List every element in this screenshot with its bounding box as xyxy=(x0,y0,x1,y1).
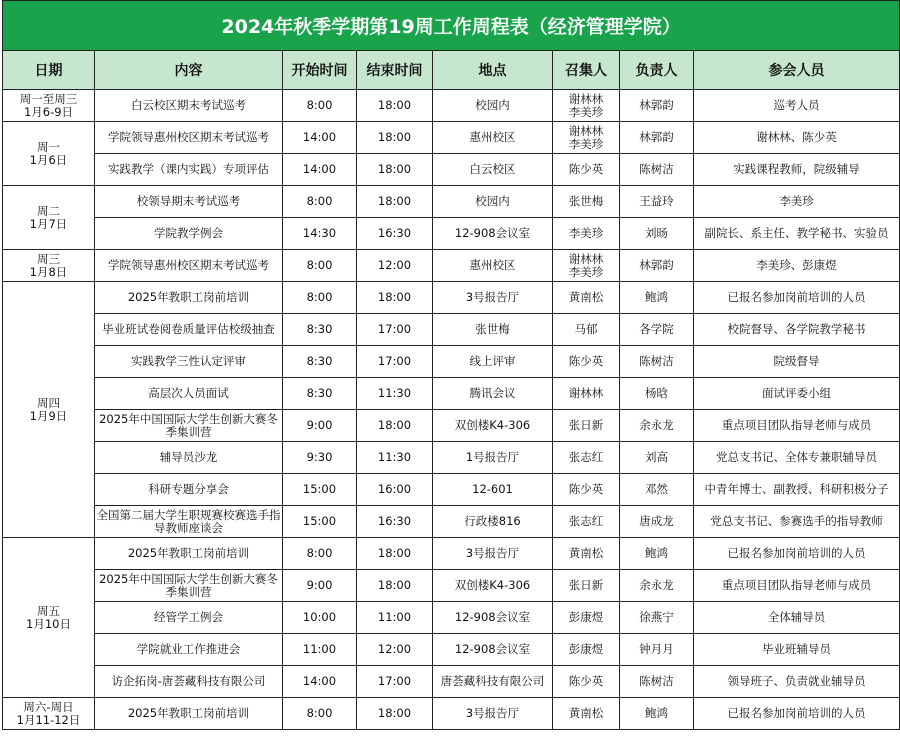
convener-cell xyxy=(553,570,620,602)
table-row xyxy=(3,506,900,538)
convener-name: 彭康煜 xyxy=(568,642,604,656)
leader-cell: 唐成龙 xyxy=(620,506,694,538)
convener-name: 谢林林 xyxy=(568,386,604,400)
table-row xyxy=(3,410,900,442)
table-row xyxy=(3,378,900,410)
place-cell: 3号报告厅 xyxy=(433,282,553,314)
date-cell xyxy=(3,186,95,250)
date-label: 1月11-12日 xyxy=(16,712,81,727)
start-time-cell: 8:00 xyxy=(283,282,357,314)
convener-cell xyxy=(553,346,620,378)
content-cell: 全国第二届大学生职规赛校赛选手指导教师座谈会 xyxy=(95,506,283,538)
convener-name: 张世梅 xyxy=(568,194,604,208)
leader-cell: 余永龙 xyxy=(620,410,694,442)
table-row xyxy=(3,250,900,282)
place-cell: 校园内 xyxy=(433,90,553,122)
day-label: 周二 xyxy=(37,203,60,218)
content-cell: 访企拓岗-唐荟藏科技有限公司 xyxy=(95,666,283,698)
place-cell: 3号报告厅 xyxy=(433,698,553,730)
content-cell: 学院就业工作推进会 xyxy=(95,634,283,666)
date-cell xyxy=(3,282,95,538)
convener-cell xyxy=(553,122,620,154)
end-time-cell: 17:00 xyxy=(357,346,433,378)
leader-cell: 鲍鸿 xyxy=(620,538,694,570)
convener-cell xyxy=(553,442,620,474)
convener-name: 谢林林 xyxy=(568,123,604,138)
table-row xyxy=(3,698,900,730)
leader-cell: 鲍鸿 xyxy=(620,698,694,730)
end-time-cell: 16:30 xyxy=(357,506,433,538)
date-cell xyxy=(3,122,95,186)
table-row xyxy=(3,314,900,346)
day-label: 周五 xyxy=(37,603,60,618)
column-header-attendees: 参会人员 xyxy=(694,51,900,90)
day-label: 周四 xyxy=(37,395,60,410)
table-row xyxy=(3,218,900,250)
attendees-cell: 面试评委小组 xyxy=(694,378,900,410)
convener-cell xyxy=(553,250,620,282)
place-cell: 12-601 xyxy=(433,474,553,506)
leader-cell: 徐燕宁 xyxy=(620,602,694,634)
end-time-cell: 12:00 xyxy=(357,250,433,282)
convener-cell xyxy=(553,186,620,218)
date-label: 1月9日 xyxy=(29,408,68,423)
table-row xyxy=(3,602,900,634)
attendees-cell: 全体辅导员 xyxy=(694,602,900,634)
leader-cell: 钟月月 xyxy=(620,634,694,666)
attendees-cell: 校院督导、各学院教学秘书 xyxy=(694,314,900,346)
leader-cell: 王益玲 xyxy=(620,186,694,218)
start-time-cell: 9:30 xyxy=(283,442,357,474)
attendees-cell: 副院长、系主任、教学秘书、实验员 xyxy=(694,218,900,250)
content-cell: 2025年教职工岗前培训 xyxy=(95,282,283,314)
start-time-cell: 9:00 xyxy=(283,410,357,442)
start-time-cell: 9:00 xyxy=(283,570,357,602)
content-cell: 科研专题分享会 xyxy=(95,474,283,506)
leader-cell: 邓然 xyxy=(620,474,694,506)
place-cell: 唐荟藏科技有限公司 xyxy=(433,666,553,698)
convener-cell xyxy=(553,666,620,698)
convener-name: 彭康煜 xyxy=(568,610,604,624)
leader-cell: 各学院 xyxy=(620,314,694,346)
column-header-end: 结束时间 xyxy=(357,51,433,90)
content-cell: 学院领导惠州校区期末考试巡考 xyxy=(95,250,283,282)
date-label: 1月10日 xyxy=(26,616,71,631)
leader-cell: 陈树洁 xyxy=(620,346,694,378)
column-header-leader: 负责人 xyxy=(620,51,694,90)
end-time-cell: 16:00 xyxy=(357,474,433,506)
convener-cell xyxy=(553,698,620,730)
start-time-cell: 14:30 xyxy=(283,218,357,250)
place-cell: 行政楼816 xyxy=(433,506,553,538)
end-time-cell: 18:00 xyxy=(357,154,433,186)
date-cell xyxy=(3,698,95,730)
content-cell: 2025年中国国际大学生创新大赛冬季集训营 xyxy=(95,570,283,602)
start-time-cell: 11:00 xyxy=(283,634,357,666)
attendees-cell: 李美珍 xyxy=(694,186,900,218)
convener-name: 马郁 xyxy=(574,322,598,336)
convener-name: 张志红 xyxy=(568,514,604,528)
page-title: 2024年秋季学期第19周工作周程表（经济管理学院） xyxy=(3,1,900,51)
leader-cell: 余永龙 xyxy=(620,570,694,602)
leader-cell: 刘高 xyxy=(620,442,694,474)
leader-cell: 陈树洁 xyxy=(620,154,694,186)
convener-name: 李美珍 xyxy=(568,136,604,151)
table-row xyxy=(3,122,900,154)
convener-cell xyxy=(553,474,620,506)
convener-name: 陈少英 xyxy=(568,354,604,368)
table-row xyxy=(3,346,900,378)
content-cell: 学院领导惠州校区期末考试巡考 xyxy=(95,122,283,154)
end-time-cell: 11:30 xyxy=(357,378,433,410)
date-cell xyxy=(3,538,95,698)
convener-name: 黄南松 xyxy=(568,706,604,720)
content-cell: 实践教学（课内实践）专项评估 xyxy=(95,154,283,186)
place-cell: 1号报告厅 xyxy=(433,442,553,474)
leader-cell: 陈树洁 xyxy=(620,666,694,698)
start-time-cell: 8:00 xyxy=(283,250,357,282)
attendees-cell: 领导班子、负责就业辅导员 xyxy=(694,666,900,698)
convener-cell xyxy=(553,410,620,442)
convener-name: 李美珍 xyxy=(568,104,604,119)
convener-name: 张日新 xyxy=(568,578,604,592)
attendees-cell: 重点项目团队指导老师与成员 xyxy=(694,570,900,602)
start-time-cell: 8:00 xyxy=(283,698,357,730)
table-row xyxy=(3,538,900,570)
start-time-cell: 8:00 xyxy=(283,186,357,218)
table-row xyxy=(3,154,900,186)
schedule-table xyxy=(2,0,900,730)
date-label: 1月7日 xyxy=(29,216,68,231)
attendees-cell: 谢林林、陈少英 xyxy=(694,122,900,154)
convener-cell xyxy=(553,154,620,186)
attendees-cell: 巡考人员 xyxy=(694,90,900,122)
table-row xyxy=(3,90,900,122)
attendees-cell: 毕业班辅导员 xyxy=(694,634,900,666)
column-header-start: 开始时间 xyxy=(283,51,357,90)
column-header-convener: 召集人 xyxy=(553,51,620,90)
content-cell: 经管学工例会 xyxy=(95,602,283,634)
attendees-cell: 已报名参加岗前培训的人员 xyxy=(694,538,900,570)
convener-name: 谢林林 xyxy=(568,91,604,106)
end-time-cell: 18:00 xyxy=(357,570,433,602)
place-cell: 腾讯会议 xyxy=(433,378,553,410)
convener-name: 陈少英 xyxy=(568,162,604,176)
convener-name: 陈少英 xyxy=(568,674,604,688)
convener-cell xyxy=(553,602,620,634)
convener-name: 陈少英 xyxy=(568,482,604,496)
leader-cell: 林郭韵 xyxy=(620,250,694,282)
content-cell: 实践教学三性认定评审 xyxy=(95,346,283,378)
place-cell: 12-908会议室 xyxy=(433,634,553,666)
date-cell xyxy=(3,250,95,282)
table-row xyxy=(3,634,900,666)
end-time-cell: 18:00 xyxy=(357,186,433,218)
leader-cell: 林郭韵 xyxy=(620,90,694,122)
end-time-cell: 16:30 xyxy=(357,218,433,250)
attendees-cell: 中青年博士、副教授、科研积极分子 xyxy=(694,474,900,506)
start-time-cell: 8:30 xyxy=(283,378,357,410)
column-header-date: 日期 xyxy=(3,51,95,90)
convener-name: 黄南松 xyxy=(568,546,604,560)
day-label: 周一 xyxy=(37,139,60,154)
convener-cell xyxy=(553,314,620,346)
convener-name: 黄南松 xyxy=(568,290,604,304)
end-time-cell: 18:00 xyxy=(357,698,433,730)
content-cell: 辅导员沙龙 xyxy=(95,442,283,474)
content-cell: 校领导期末考试巡考 xyxy=(95,186,283,218)
table-row xyxy=(3,186,900,218)
content-cell: 学院教学例会 xyxy=(95,218,283,250)
attendees-cell: 重点项目团队指导老师与成员 xyxy=(694,410,900,442)
table-row xyxy=(3,282,900,314)
attendees-cell: 党总支书记、全体专兼职辅导员 xyxy=(694,442,900,474)
convener-cell xyxy=(553,506,620,538)
content-cell: 2025年中国国际大学生创新大赛冬季集训营 xyxy=(95,410,283,442)
start-time-cell: 8:30 xyxy=(283,346,357,378)
place-cell: 12-908会议室 xyxy=(433,218,553,250)
start-time-cell: 14:00 xyxy=(283,122,357,154)
start-time-cell: 10:00 xyxy=(283,602,357,634)
convener-name: 张日新 xyxy=(568,418,604,432)
convener-cell xyxy=(553,282,620,314)
end-time-cell: 17:00 xyxy=(357,314,433,346)
table-row xyxy=(3,666,900,698)
date-label: 1月8日 xyxy=(29,264,68,279)
attendees-cell: 已报名参加岗前培训的人员 xyxy=(694,282,900,314)
start-time-cell: 15:00 xyxy=(283,506,357,538)
leader-cell: 鲍鸿 xyxy=(620,282,694,314)
end-time-cell: 18:00 xyxy=(357,122,433,154)
day-label: 周六-周日 xyxy=(23,699,74,714)
place-cell: 12-908会议室 xyxy=(433,602,553,634)
place-cell: 惠州校区 xyxy=(433,250,553,282)
end-time-cell: 18:00 xyxy=(357,410,433,442)
end-time-cell: 18:00 xyxy=(357,282,433,314)
date-label: 1月6-9日 xyxy=(23,104,74,119)
end-time-cell: 12:00 xyxy=(357,634,433,666)
attendees-cell: 李美珍、彭康煜 xyxy=(694,250,900,282)
start-time-cell: 14:00 xyxy=(283,154,357,186)
convener-name: 张志红 xyxy=(568,450,604,464)
attendees-cell: 实践课程教师，院级辅导 xyxy=(694,154,900,186)
content-cell: 白云校区期末考试巡考 xyxy=(95,90,283,122)
place-cell: 双创楼K4-306 xyxy=(433,570,553,602)
start-time-cell: 15:00 xyxy=(283,474,357,506)
place-cell: 白云校区 xyxy=(433,154,553,186)
header-row xyxy=(3,51,900,90)
leader-cell: 杨晗 xyxy=(620,378,694,410)
table-row xyxy=(3,570,900,602)
end-time-cell: 11:30 xyxy=(357,442,433,474)
attendees-cell: 院级督导 xyxy=(694,346,900,378)
convener-name: 谢林林 xyxy=(568,251,604,266)
start-time-cell: 8:00 xyxy=(283,90,357,122)
convener-cell xyxy=(553,634,620,666)
column-header-content: 内容 xyxy=(95,51,283,90)
convener-cell xyxy=(553,378,620,410)
date-label: 1月6日 xyxy=(29,152,68,167)
day-label: 周一至周三 xyxy=(19,91,78,106)
attendees-cell: 党总支书记、参赛选手的指导教师 xyxy=(694,506,900,538)
end-time-cell: 18:00 xyxy=(357,538,433,570)
convener-cell xyxy=(553,90,620,122)
table-row xyxy=(3,442,900,474)
start-time-cell: 8:00 xyxy=(283,538,357,570)
convener-name: 李美珍 xyxy=(568,226,604,240)
table-row xyxy=(3,474,900,506)
convener-name: 李美珍 xyxy=(568,264,604,279)
content-cell: 2025年教职工岗前培训 xyxy=(95,698,283,730)
content-cell: 高层次人员面试 xyxy=(95,378,283,410)
attendees-cell: 已报名参加岗前培训的人员 xyxy=(694,698,900,730)
leader-cell: 林郭韵 xyxy=(620,122,694,154)
end-time-cell: 11:00 xyxy=(357,602,433,634)
start-time-cell: 14:00 xyxy=(283,666,357,698)
content-cell: 毕业班试卷阅卷质量评估校级抽查 xyxy=(95,314,283,346)
convener-cell xyxy=(553,218,620,250)
date-cell xyxy=(3,90,95,122)
end-time-cell: 18:00 xyxy=(357,90,433,122)
content-cell: 2025年教职工岗前培训 xyxy=(95,538,283,570)
place-cell: 校园内 xyxy=(433,186,553,218)
convener-cell xyxy=(553,538,620,570)
column-header-place: 地点 xyxy=(433,51,553,90)
place-cell: 双创楼K4-306 xyxy=(433,410,553,442)
place-cell: 线上评审 xyxy=(433,346,553,378)
leader-cell: 刘旸 xyxy=(620,218,694,250)
place-cell: 3号报告厅 xyxy=(433,538,553,570)
place-cell: 张世梅 xyxy=(433,314,553,346)
day-label: 周三 xyxy=(37,251,60,266)
start-time-cell: 8:30 xyxy=(283,314,357,346)
schedule-body xyxy=(3,90,900,730)
place-cell: 惠州校区 xyxy=(433,122,553,154)
end-time-cell: 17:00 xyxy=(357,666,433,698)
